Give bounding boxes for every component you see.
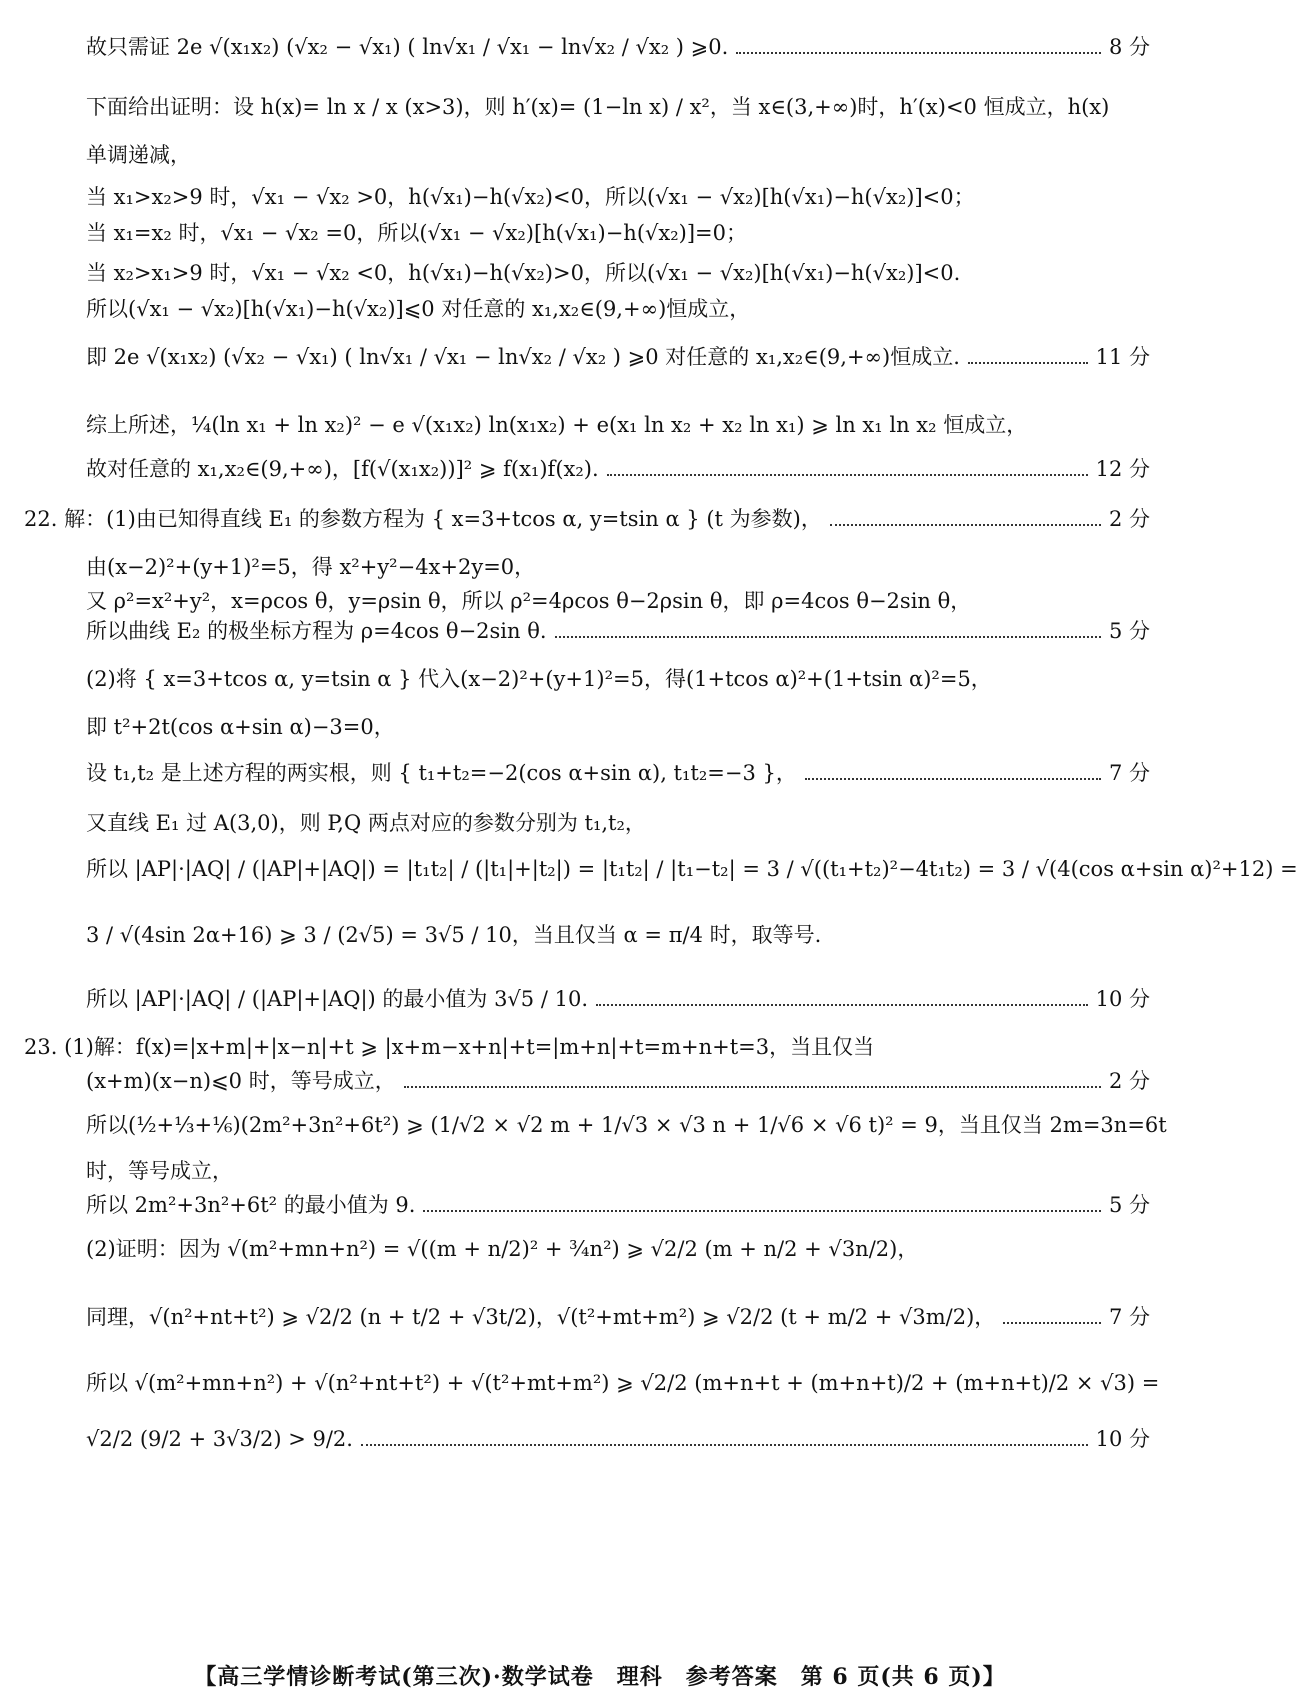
- line-text: 所以 √(m²+mn+n²) + √(n²+nt+t²) + √(t²+mt+m²) ⩾ √2/2 (m+n+t + (m+n+t)/2 + (m+n+t)/2 × √3) =: [86, 1371, 1160, 1395]
- score-label: 10 分: [1095, 1427, 1150, 1451]
- dot-leader: [555, 636, 1101, 638]
- solution-line: [86, 806, 1150, 840]
- solution-line: [86, 1188, 1150, 1222]
- dot-leader: [805, 778, 1101, 780]
- solution-line: [86, 1422, 1150, 1456]
- solution-line: [86, 90, 1150, 124]
- score-label: 12 分: [1095, 457, 1150, 481]
- page-footer: 【高三学情诊断考试(第三次)·数学试卷 理科 参考答案 第 6 页(共 6 页)】: [194, 1664, 1006, 1690]
- solution-line: [86, 1108, 1167, 1142]
- score-label: 7 分: [1108, 761, 1150, 785]
- solution-line: [24, 502, 1150, 536]
- line-text: 所以(½+⅓+⅙)(2m²+3n²+6t²) ⩾ (1/√2 × √2 m + 1/√3 × √3 n + 1/√6 × √6 t)² = 9，当且仅当 2m=3n=6t: [86, 1113, 1167, 1137]
- line-text: 下面给出证明：设 h(x)= ln x / x (x>3)，则 h′(x)= (1−ln x) / x²，当 x∈(3,+∞)时，h′(x)<0 恒成立，h(x): [86, 95, 1110, 119]
- solution-line: [86, 292, 1150, 326]
- dot-leader: [1003, 1322, 1101, 1324]
- dot-leader: [423, 1210, 1100, 1212]
- solution-line: [86, 710, 1150, 744]
- line-text: 22. 解：(1)由已知得直线 E₁ 的参数方程为 { x=3+tcos α, y=tsin α } (t 为参数)，: [24, 507, 822, 531]
- solution-line: [86, 340, 1150, 374]
- dot-leader: [607, 474, 1088, 476]
- line-text: 所以 |AP|·|AQ| / (|AP|+|AQ|) 的最小值为 3√5 / 10.: [86, 987, 588, 1011]
- line-text: 所以曲线 E₂ 的极坐标方程为 ρ=4cos θ−2sin θ.: [86, 619, 547, 643]
- solution-line: [86, 662, 1150, 696]
- solution-line: [86, 216, 1150, 250]
- line-text: 单调递减，: [86, 143, 191, 167]
- line-text: 所以(√x₁ − √x₂)[h(√x₁)−h(√x₂)]⩽0 对任意的 x₁,x₂∈(9,+∞)恒成立，: [86, 297, 751, 321]
- solution-line: [86, 1064, 1150, 1098]
- score-label: 5 分: [1108, 619, 1150, 643]
- solution-line: [24, 1030, 1150, 1064]
- line-text: 即 2e √(x₁x₂) (√x₂ − √x₁) ( ln√x₁ / √x₁ − ln√x₂ / √x₂ ) ⩾0 对任意的 x₁,x₂∈(9,+∞)恒成立.: [86, 345, 960, 369]
- line-text: (2)将 { x=3+tcos α, y=tsin α } 代入(x−2)²+(y+1)²=5，得(1+tcos α)²+(1+tsin α)²=5，: [86, 667, 992, 691]
- line-text: 23. (1)解：f(x)=|x+m|+|x−n|+t ⩾ |x+m−x+n|+t=|m+n|+t=m+n+t=3，当且仅当: [24, 1035, 875, 1059]
- solution-line: [86, 852, 1298, 886]
- line-text: 故对任意的 x₁,x₂∈(9,+∞)，[f(√(x₁x₂))]² ⩾ f(x₁)f(x₂).: [86, 457, 599, 481]
- solution-line: [86, 1366, 1160, 1400]
- line-text: 即 t²+2t(cos α+sin α)−3=0，: [86, 715, 395, 739]
- solution-line: [86, 1300, 1150, 1334]
- score-label: 2 分: [1108, 1069, 1150, 1093]
- solution-line: [86, 584, 1150, 618]
- line-text: (2)证明：因为 √(m²+mn+n²) = √((m + n/2)² + ¾n²) ⩾ √2/2 (m + n/2 + √3n/2)，: [86, 1237, 919, 1261]
- line-text: 3 / √(4sin 2α+16) ⩾ 3 / (2√5) = 3√5 / 10，当且仅当 α = π/4 时，取等号.: [86, 923, 822, 947]
- line-text: 故只需证 2e √(x₁x₂) (√x₂ − √x₁) ( ln√x₁ / √x₁ − ln√x₂ / √x₂ ) ⩾0.: [86, 35, 729, 59]
- line-text: 又直线 E₁ 过 A(3,0)，则 P,Q 两点对应的参数分别为 t₁,t₂，: [86, 811, 646, 835]
- dot-leader: [404, 1086, 1101, 1088]
- line-text: 当 x₁>x₂>9 时，√x₁ − √x₂ >0，h(√x₁)−h(√x₂)<0，所以(√x₁ − √x₂)[h(√x₁)−h(√x₂)]<0；: [86, 185, 975, 209]
- line-text: √2/2 (9/2 + 3√3/2) > 9/2.: [86, 1427, 353, 1451]
- line-text: 当 x₂>x₁>9 时，√x₁ − √x₂ <0，h(√x₁)−h(√x₂)>0，所以(√x₁ − √x₂)[h(√x₁)−h(√x₂)]<0.: [86, 261, 961, 285]
- solution-line: [86, 756, 1150, 790]
- score-label: 7 分: [1108, 1305, 1150, 1329]
- solution-line: [86, 256, 1150, 290]
- dot-leader: [361, 1444, 1088, 1446]
- solution-line: [86, 30, 1150, 64]
- line-text: 时，等号成立，: [86, 1159, 233, 1183]
- line-text: (x+m)(x−n)⩽0 时，等号成立，: [86, 1069, 396, 1093]
- solution-line: [86, 982, 1150, 1016]
- score-label: 2 分: [1108, 507, 1150, 531]
- solution-line: [86, 180, 1150, 214]
- solution-line: [86, 918, 1150, 952]
- line-text: 综上所述，¼(ln x₁ + ln x₂)² − e √(x₁x₂) ln(x₁x₂) + e(x₁ ln x₂ + x₂ ln x₁) ⩾ ln x₁ ln x₂ 恒成立，: [86, 413, 1028, 437]
- solution-line: [86, 408, 1150, 442]
- line-text: 当 x₁=x₂ 时，√x₁ − √x₂ =0，所以(√x₁ − √x₂)[h(√x₁)−h(√x₂)]=0；: [86, 221, 747, 245]
- score-label: 5 分: [1108, 1193, 1150, 1217]
- score-label: 8 分: [1108, 35, 1150, 59]
- line-text: 由(x−2)²+(y+1)²=5，得 x²+y²−4x+2y=0，: [86, 555, 536, 579]
- score-label: 10 分: [1095, 987, 1150, 1011]
- dot-leader: [968, 362, 1088, 364]
- dot-leader: [830, 524, 1101, 526]
- line-text: 所以 2m²+3n²+6t² 的最小值为 9.: [86, 1193, 416, 1217]
- solution-line: [86, 550, 1150, 584]
- line-text: 又 ρ²=x²+y²，x=ρcos θ，y=ρsin θ，所以 ρ²=4ρcos θ−2ρsin θ，即 ρ=4cos θ−2sin θ，: [86, 589, 972, 613]
- dot-leader: [596, 1004, 1088, 1006]
- solution-line: [86, 138, 1150, 172]
- line-text: 所以 |AP|·|AQ| / (|AP|+|AQ|) = |t₁t₂| / (|t₁|+|t₂|) = |t₁t₂| / |t₁−t₂| = 3 / √((t₁+t₂)²−4t₁t₂) = 3 / √(4(cos α+sin α)²+12) =: [86, 857, 1298, 881]
- solution-line: [86, 1154, 1150, 1188]
- solution-line: [86, 614, 1150, 648]
- solution-line: [86, 1232, 1150, 1266]
- solution-line: [86, 452, 1150, 486]
- line-text: 设 t₁,t₂ 是上述方程的两实根，则 { t₁+t₂=−2(cos α+sin α), t₁t₂=−3 }，: [86, 761, 797, 785]
- line-text: 同理，√(n²+nt+t²) ⩾ √2/2 (n + t/2 + √3t/2)，√(t²+mt+m²) ⩾ √2/2 (t + m/2 + √3m/2)，: [86, 1305, 996, 1329]
- dot-leader: [736, 52, 1101, 54]
- score-label: 11 分: [1095, 345, 1150, 369]
